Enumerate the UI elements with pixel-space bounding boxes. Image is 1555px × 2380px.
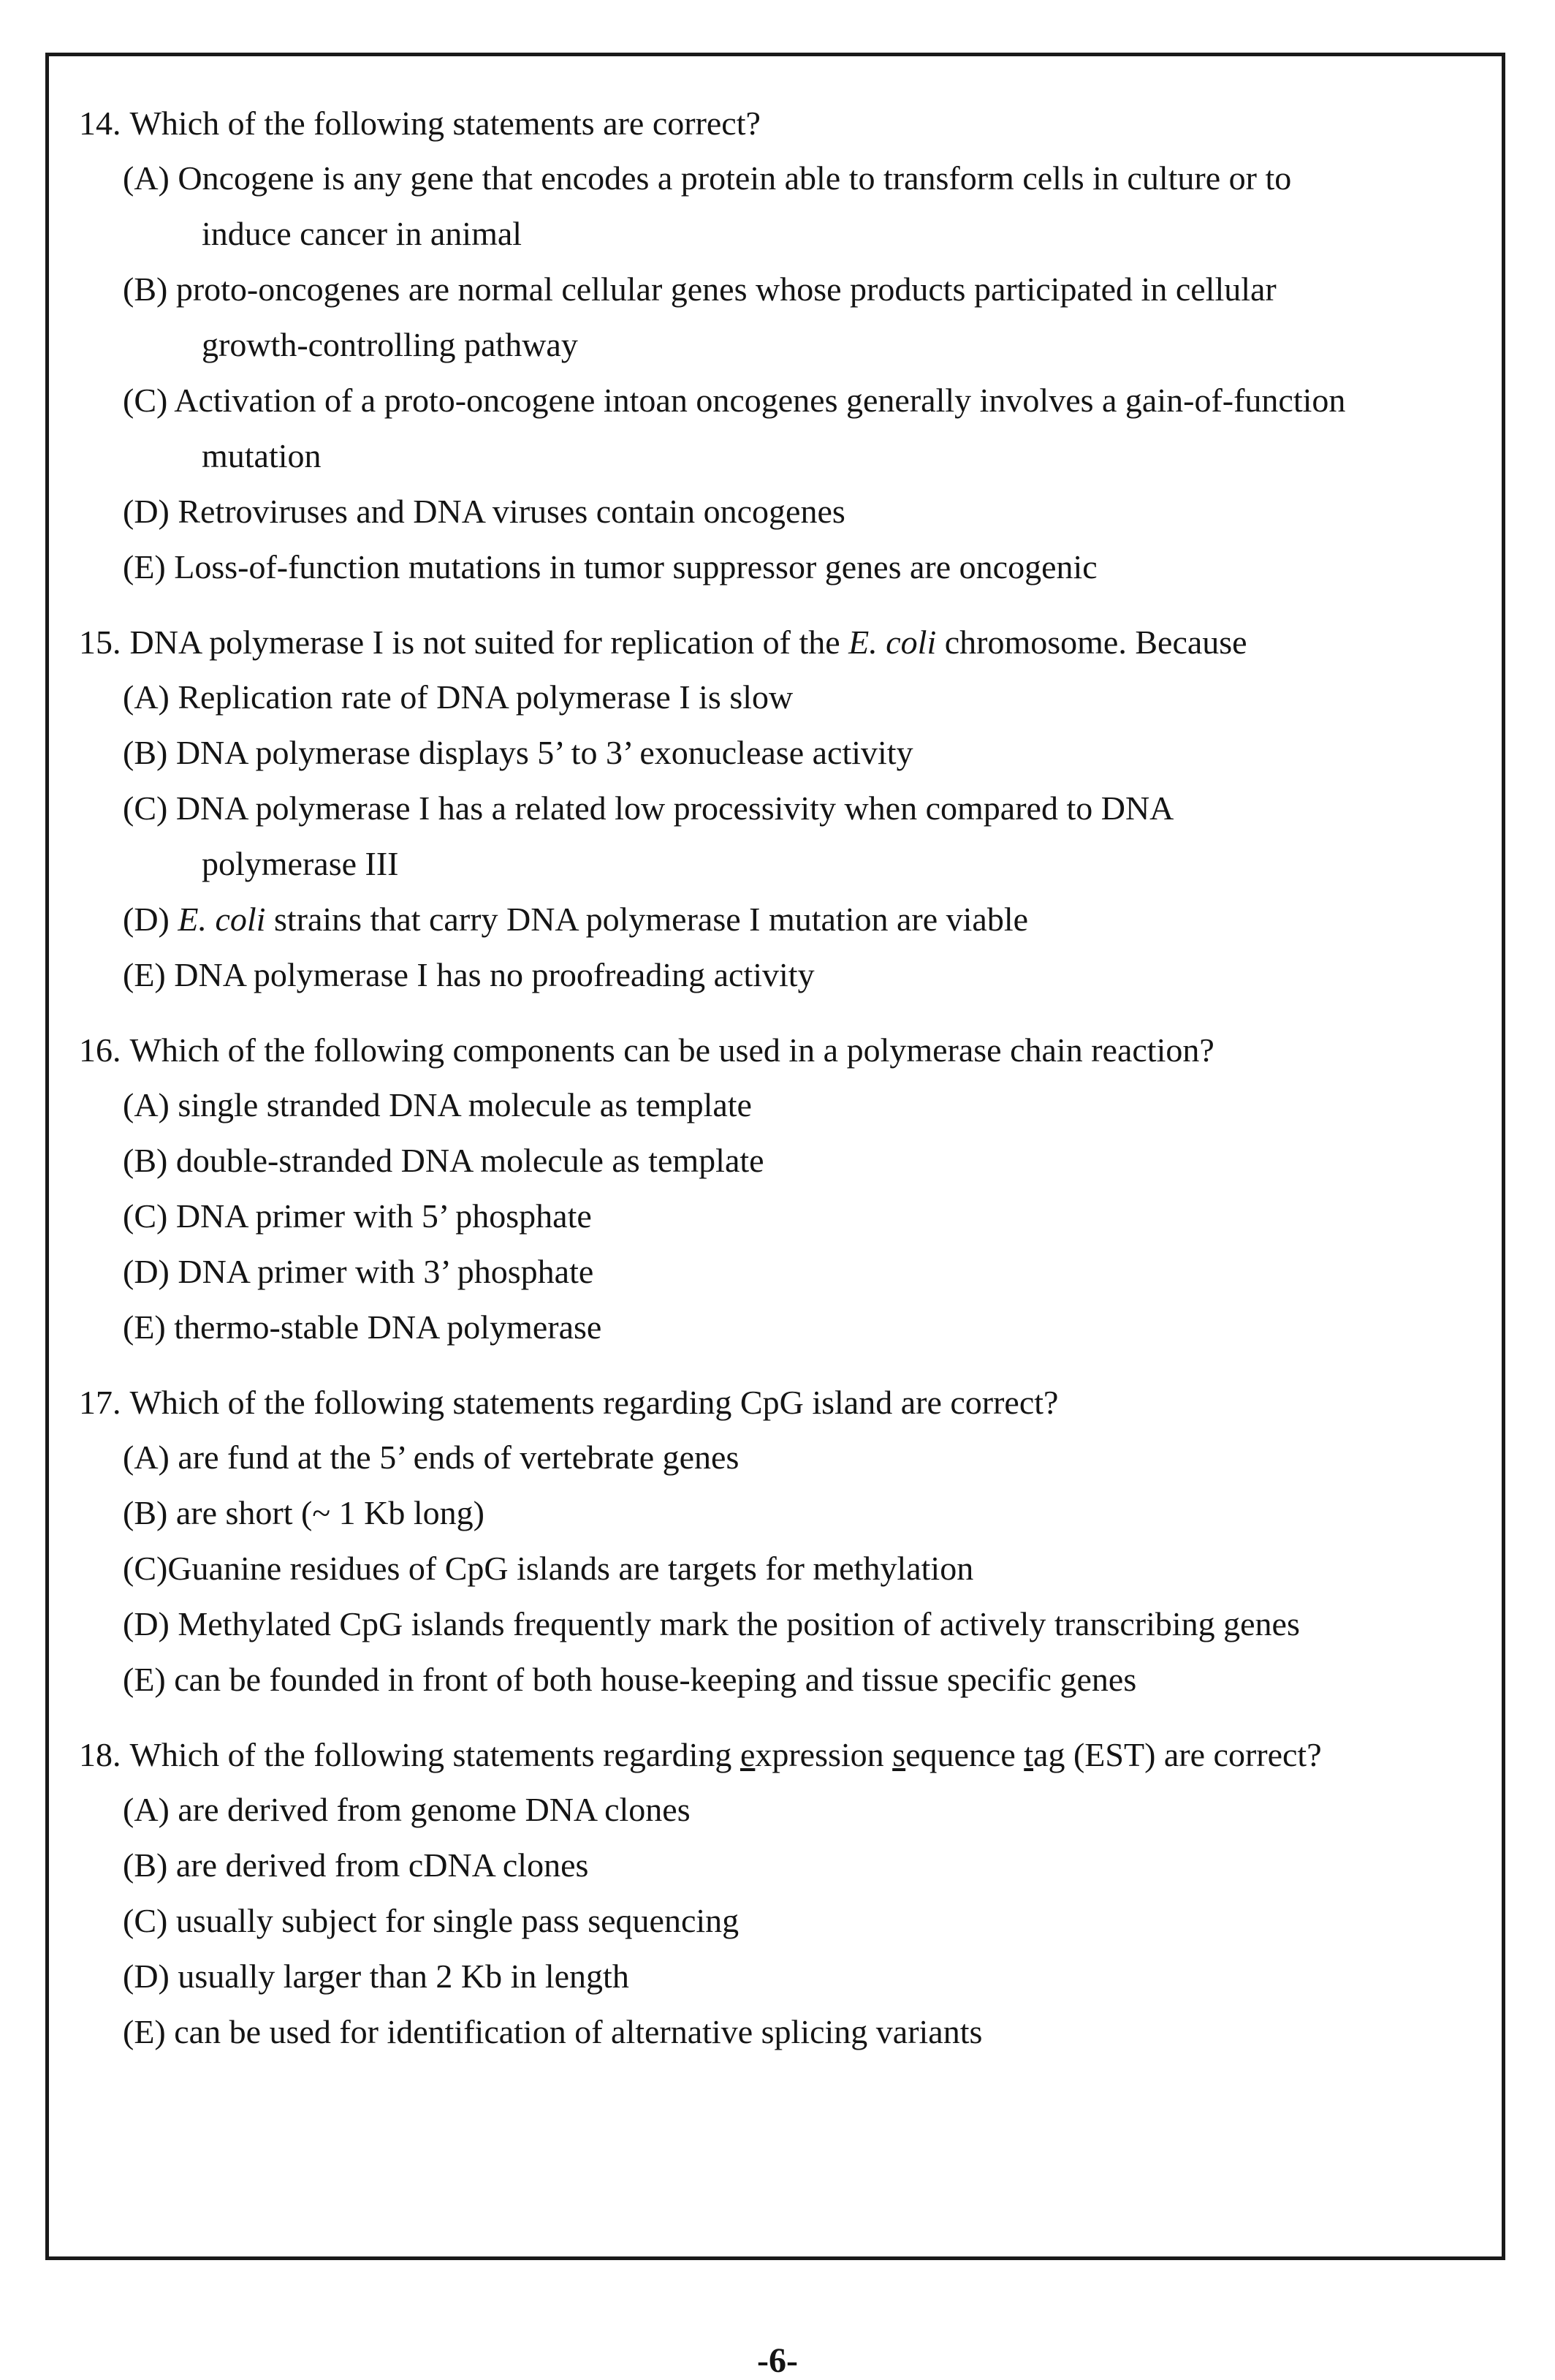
option-letter: (A) [123,159,170,197]
option-text: Loss-of-function mutations in tumor suppressor genes are oncogenic [174,548,1098,585]
option-c [79,373,1482,484]
option-b [79,262,1482,373]
question-16 [79,1023,1482,1355]
option-a [79,1430,1482,1485]
option-d [79,892,1482,947]
question-text-part: equence [905,1736,1024,1773]
organism-name: E. coli [178,901,266,938]
question-14 [79,96,1482,595]
question-list [79,96,1482,2080]
option-letter: (D) [123,1958,170,1995]
option-text: thermo-stable DNA polymerase [174,1308,602,1346]
option-letter: (C) [123,382,168,419]
option-text: DNA primer with 5’ phosphate [175,1197,592,1235]
question-stem [79,615,1482,670]
option-e [79,1652,1482,1708]
question-18 [79,1728,1482,2060]
option-e [79,539,1482,595]
option-letter: (C) [123,789,168,827]
option-text: double-stranded DNA molecule as template [175,1142,764,1179]
option-text: Oncogene is any gene that encodes a protein able to transform cells in culture or to [178,159,1292,197]
option-letter: (D) [123,1605,170,1642]
option-letter: (E) [123,2013,166,2050]
option-e [79,1300,1482,1355]
question-text-end: chromosome. Because [936,624,1247,661]
option-text: DNA primer with 3’ phosphate [178,1253,594,1290]
question-text-part: xpression [755,1736,893,1773]
option-text: DNA polymerase displays 5’ to 3’ exonuclease activity [175,734,913,771]
option-e [79,947,1482,1003]
question-text: DNA polymerase I is not suited for replication of the [129,624,849,661]
option-d [79,1596,1482,1652]
question-15 [79,615,1482,1003]
option-text-continued: polymerase III [202,845,399,882]
option-text: Activation of a proto-oncogene intoan oncogenes generally involves a gain-of-function [174,382,1346,419]
option-text: can be used for identification of alternative splicing variants [174,2013,983,2050]
question-stem [79,1376,1482,1430]
option-b [79,1485,1482,1541]
option-c [79,1189,1482,1244]
option-letter: (B) [123,1142,168,1179]
option-letter: (D) [123,1253,170,1290]
option-letter: (A) [123,1086,170,1123]
option-letter: (E) [123,1661,166,1698]
question-stem [79,1728,1482,1782]
option-letter: (B) [123,1494,168,1531]
option-text: are fund at the 5’ ends of vertebrate genes [178,1439,740,1476]
acronym-letter-s: s [892,1736,906,1773]
option-text: usually larger than 2 Kb in length [178,1958,629,1995]
option-letter: (C) [123,1550,168,1587]
option-letter: (B) [123,1846,168,1884]
option-text: DNA polymerase I has no proofreading activity [174,956,815,993]
option-text: proto-oncogenes are normal cellular genes whose products participated in cellular [175,270,1277,308]
option-text: can be founded in front of both house-keeping and tissue specific genes [174,1661,1137,1698]
option-text: are short (~ 1 Kb long) [175,1494,485,1531]
option-e [79,2004,1482,2060]
option-text: strains that carry DNA polymerase I mutation are viable [265,901,1029,938]
option-text: usually subject for single pass sequencing [175,1902,740,1939]
question-number: 16. [79,1031,121,1069]
question-text: Which of the following statements regarding CpG island are correct? [129,1384,1059,1421]
question-17 [79,1376,1482,1708]
option-text: Methylated CpG islands frequently mark the position of actively transcribing genes [178,1605,1300,1642]
option-letter: (E) [123,548,166,585]
option-a [79,1782,1482,1838]
option-b [79,1133,1482,1189]
option-letter: (C) [123,1902,168,1939]
option-d [79,484,1482,539]
option-letter: (B) [123,734,168,771]
page-number: -6- [757,2341,798,2380]
option-a [79,151,1482,262]
acronym-letter-t: t [1024,1736,1034,1773]
option-c [79,781,1482,892]
option-letter: (B) [123,270,168,308]
option-d [79,1949,1482,2004]
question-number: 15. [79,624,121,661]
question-text: Which of the following statements are correct? [129,105,761,142]
option-letter: (A) [123,1439,170,1476]
question-number: 18. [79,1736,121,1773]
option-a [79,670,1482,725]
question-stem [79,96,1482,151]
question-text: Which of the following components can be used in a polymerase chain reaction? [129,1031,1214,1069]
option-text-continued: growth-controlling pathway [202,326,578,363]
option-b [79,725,1482,781]
acronym-letter-e: e [740,1736,756,1773]
question-stem [79,1023,1482,1077]
option-letter: (D) [123,493,170,530]
question-number: 14. [79,105,121,142]
option-text: DNA polymerase I has a related low processivity when compared to DNA [175,789,1174,827]
question-text: Which of the following statements regarding [129,1736,740,1773]
option-d [79,1244,1482,1300]
option-text-continued: mutation [202,437,322,474]
option-letter: (A) [123,1791,170,1828]
option-letter: (E) [123,956,166,993]
option-text: are derived from cDNA clones [175,1846,589,1884]
question-number: 17. [79,1384,121,1421]
option-text: Guanine residues of CpG islands are targets for methylation [167,1550,974,1587]
option-text: Replication rate of DNA polymerase I is slow [178,678,794,716]
option-letter: (C) [123,1197,168,1235]
question-text-end: ag (EST) are correct? [1033,1736,1322,1773]
option-c [79,1893,1482,1949]
organism-name: E. coli [848,624,937,661]
option-letter: (D) [123,901,170,938]
option-c [79,1541,1482,1596]
option-b [79,1838,1482,1893]
option-letter: (A) [123,678,170,716]
option-letter: (E) [123,1308,166,1346]
option-a [79,1077,1482,1133]
option-text: are derived from genome DNA clones [178,1791,691,1828]
option-text: single stranded DNA molecule as template [178,1086,752,1123]
option-text: Retroviruses and DNA viruses contain oncogenes [178,493,845,530]
option-text-continued: induce cancer in animal [202,215,522,252]
